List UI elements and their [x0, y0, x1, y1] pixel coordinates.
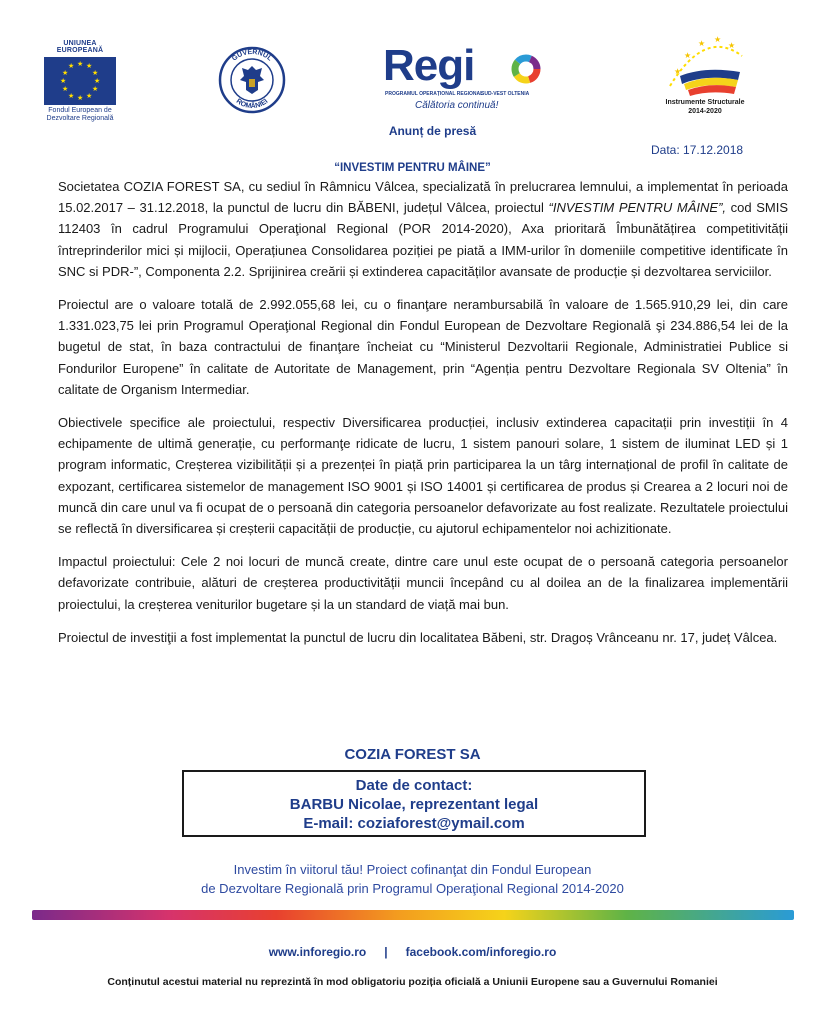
svg-text:ROMÂNIEI: ROMÂNIEI: [234, 97, 270, 111]
slogan-line-2: de Dezvoltare Regională prin Programul Operaţional Regional 2014-2020: [201, 881, 624, 896]
instrumente-structurale-logo: [650, 28, 760, 124]
logo-strip: [0, 0, 825, 130]
contact-box: [182, 770, 646, 837]
eu-subtitle-1: Fondul European de: [48, 107, 112, 114]
svg-text:★: ★: [728, 41, 736, 50]
svg-text:GUVERNUL: GUVERNUL: [230, 48, 274, 63]
eu-flag-icon: ★ ★ ★ ★ ★ ★ ★ ★ ★ ★ ★ ★: [44, 57, 116, 105]
contact-email: E-mail: coziaforest@ymail.com: [303, 815, 525, 832]
regio-program: PROGRAMUL OPERAȚIONAL REGIONAL: [385, 91, 484, 97]
paragraph-1-part-b: cod SMIS 112403 în cadrul Programului Operaţional Regional (POR 2014-2020), Axa prioritară Îmbunătățirea competitivității întreprinderilor mici și mijlocii, Operațiunea Consolidarea poziției pe piată a IMM-urilor în domeniile competitive identificate în SNC si PDR-”, Componenta 2.2. Sprijinirea creării și extinderea capacităților avansate de producție și dezvoltarea serviciilor.: [58, 200, 789, 279]
svg-text:★: ★: [698, 39, 706, 48]
document-date: Data: 17.12.2018: [651, 143, 744, 157]
regio-ring-icon: [511, 54, 541, 84]
instrumente-line2: 2014-2020: [688, 108, 722, 115]
eu-subtitle-2: Dezvoltare Regională: [46, 115, 114, 122]
contact-person: BARBU Nicolae, reprezentant legal: [289, 796, 539, 813]
paragraph-2: Proiectul are o valoare totală de 2.992.055,68 lei, cu o finanţare nerambursabilă în valoare de 1.565.910,29 lei, din care 1.331.023,75 lei prin Programul Operaţional Regional din Fondul European de Dezvoltare Regională şi 234.886,54 lei de la bugetul de stat, în baza contractului de finanţare încheiat cu “Ministerul Dezvoltarii Regionale, Administratiei Publice si Fondurilor Europene” în calitate de Autoritate de Management, prin “Agenția pentru Dezvoltare Regionala SV Oltenia” în calitate de Organism Intermediar.: [58, 297, 788, 397]
eu-logo: [40, 40, 120, 123]
instrumente-structurale-icon: [650, 28, 760, 96]
regio-tagline: Călătoria continuă!: [415, 100, 499, 111]
slogan: [0, 860, 825, 898]
disclaimer: Conținutul acestui material nu reprezintă în mod obligatoriu poziția oficială a Uniunii Europene sau a Guvernului Romaniei: [107, 976, 718, 988]
instrumente-label: [650, 98, 760, 116]
svg-text:★: ★: [684, 51, 692, 60]
facebook-link[interactable]: facebook.com/inforegio.ro: [405, 945, 557, 959]
svg-text:★: ★: [674, 67, 682, 76]
press-body: [58, 176, 788, 660]
slogan-line-1: Investim în viitorul tău! Proiect cofinanţat din Fondul European: [233, 862, 592, 877]
eu-title: UNIUNEA EUROPEANĂ: [56, 40, 104, 54]
paragraph-1-part-a: Societatea COZIA FOREST SA, cu sediul în Râmnicu Vâlcea, specializată în prelucrarea lemnului, a implementat în perioada 15.02.2017 – 31.12.2018, la punctul de lucru din BĂBENI, județul Vâlcea, proiectul: [58, 179, 788, 216]
footer-links: [0, 945, 825, 959]
instrumente-line1: Instrumente Structurale: [665, 99, 745, 106]
paragraph-5: Proiectul de investiţii a fost implementat la punctul de lucru din localitatea Băbeni, str. Dragoș Vrânceanu nr. 17, județ Vâlcea.: [58, 629, 778, 645]
project-name: “INVESTIM PENTRU MÂINE”,: [548, 200, 727, 216]
regio-region: SUD-VEST OLTENIA: [481, 91, 530, 97]
company-name: COZIA FOREST SA: [344, 746, 481, 763]
paragraph-1: [58, 176, 788, 282]
regio-logo: [383, 41, 553, 118]
inforegio-link[interactable]: www.inforegio.ro: [268, 945, 367, 959]
press-title: “INVESTIM PENTRU MÂINE”: [334, 162, 491, 174]
contact-heading: Date de contact:: [355, 777, 473, 794]
government-seal-icon: [218, 46, 286, 114]
announcement-label: Anunț de presă: [388, 124, 477, 138]
rainbow-divider: [32, 910, 794, 920]
paragraph-3: Obiectivele specifice ale proiectului, respectiv Diversificarea producției, inclusiv extinderea capacitații prin investiții în 4 echipamente de ultimă generație, cu performanţe ridicate de lucru, 1 sistem panouri solare, 1 sistem de iluminat LED și 1 program informatic, Creșterea vizibilității și a prezenței în piață prin participarea la un târg internațional de profil în calitate de expozant, certificarea sistemelor de management ISO 9001 și ISO 14001 și certificarea de produs și Crearea a 2 locuri noi de muncă din care unul va fi ocupat de o persoană din categoria persoanelor defavorizate au fost realizate. Rezultatele proiectului se reflectă în diversificarea și creșterii capacității de producție, cu ajutorul echipamentelor noi achizitionate.: [58, 415, 788, 537]
link-separator: |: [384, 945, 388, 959]
paragraph-4: Impactul proiectului: Cele 2 noi locuri de muncă create, dintre care unul este ocupat de o persoană categoria persoanelor defavorizate contribuie, alături de creșterea productivității muncii începând cu al doilea an de la finalizarea implementării proiectului, la creșterea veniturilor bugetare și la un standard de viață mai bun.: [58, 554, 788, 612]
svg-text:★: ★: [714, 35, 722, 44]
regio-wordmark: Regi: [383, 41, 475, 90]
